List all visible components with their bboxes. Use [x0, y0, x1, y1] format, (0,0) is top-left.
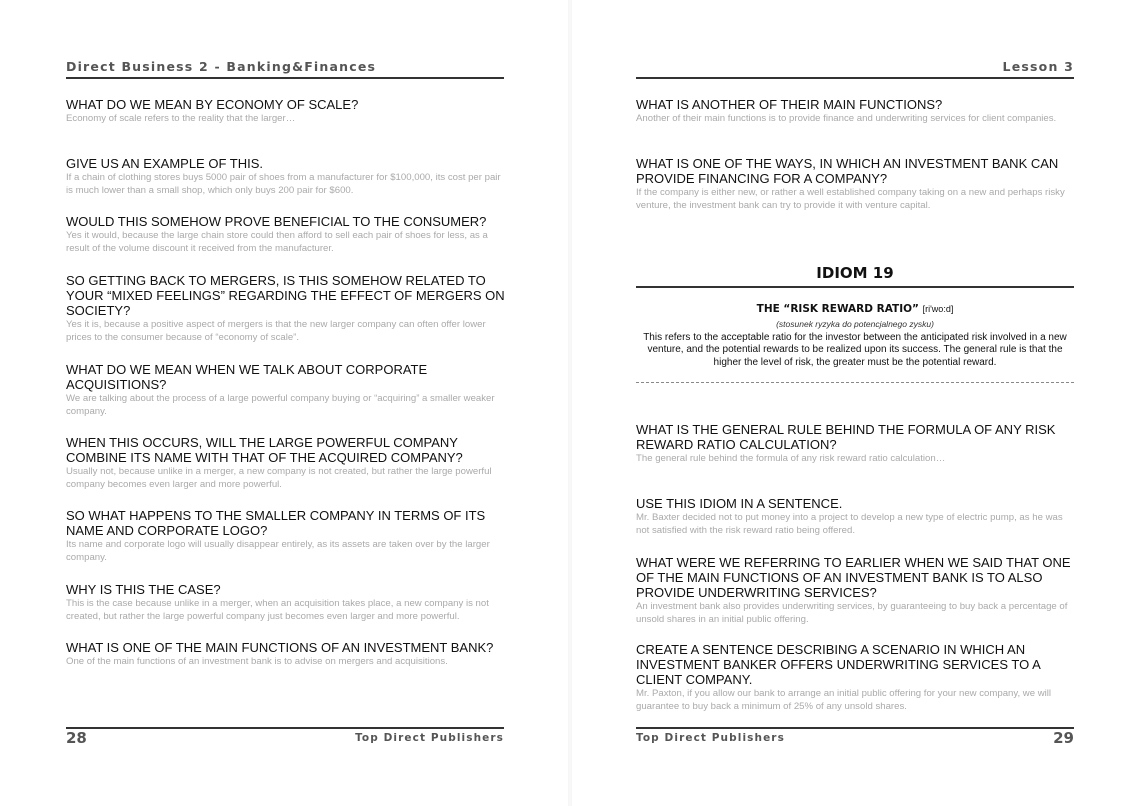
answer: Usually not, because unlike in a merger, a new company is not created, but rather the large powerful company becomes even larger and more powerful. — [66, 466, 492, 490]
right-running-header: Lesson 3 — [1002, 59, 1074, 74]
question: WHAT DO WE MEAN BY ECONOMY OF SCALE? — [66, 97, 359, 112]
idiom-definition: This refers to the acceptable ratio for the investor between the anticipated risk involved in a new venture, and the potential rewards to be realized upon its success. The general rule is that the higher the level of risk, the greater must be the potential reward. — [643, 332, 1067, 368]
question: WHAT DO WE MEAN WHEN WE TALK ABOUT CORPORATE ACQUISITIONS? — [66, 362, 428, 392]
answer: Another of their main functions is to provide finance and underwriting services for client companies. — [636, 113, 1057, 124]
right-footer-publisher: Top Direct Publishers — [636, 732, 785, 744]
question: WHAT IS THE GENERAL RULE BEHIND THE FORMULA OF ANY RISK REWARD RATIO CALCULATION? — [636, 422, 1056, 452]
qa-item — [66, 214, 506, 255]
qa-item — [66, 435, 506, 491]
question: SO WHAT HAPPENS TO THE SMALLER COMPANY IN TERMS OF ITS NAME AND CORPORATE LOGO? — [66, 508, 486, 538]
right-page-number: 29 — [1053, 729, 1074, 747]
answer: Yes it would, because the large chain store could then afford to sell each pair of shoes for less, as a result of the volume discount it received from the manufacturer. — [66, 230, 488, 254]
answer: If the company is either new, or rather a well established company taking on a new and perhaps risky venture, the investment bank can try to provide it with venture capital. — [636, 187, 1065, 211]
question: WHAT IS ONE OF THE WAYS, IN WHICH AN INVESTMENT BANK CAN PROVIDE FINANCING FOR A COMPANY? — [636, 156, 1059, 186]
question: WHY IS THIS THE CASE? — [66, 582, 221, 597]
question: WOULD THIS SOMEHOW PROVE BENEFICIAL TO THE CONSUMER? — [66, 214, 487, 229]
qa-item — [636, 156, 1076, 212]
idiom-phrase: THE “RISK REWARD RATIO” — [756, 303, 919, 315]
answer: We are talking about the process of a large powerful company buying or “acquiring” a smaller weaker company. — [66, 393, 495, 417]
qa-item — [66, 582, 506, 623]
qa-item — [636, 496, 1076, 537]
qa-item — [636, 97, 1076, 126]
page-gutter — [568, 0, 572, 806]
right-header-rule — [636, 77, 1074, 79]
question: SO GETTING BACK TO MERGERS, IS THIS SOMEHOW RELATED TO YOUR “MIXED FEELINGS” REGARDING THE EFFECT OF MERGERS ON SOCIETY? — [66, 273, 505, 318]
qa-item — [636, 422, 1076, 466]
qa-item — [66, 156, 506, 197]
left-running-header: Direct Business 2 - Banking&Finances — [66, 59, 377, 74]
question: USE THIS IDIOM IN A SENTENCE. — [636, 496, 843, 511]
question: WHEN THIS OCCURS, WILL THE LARGE POWERFUL COMPANY COMBINE ITS NAME WITH THAT OF THE ACQUIRED COMPANY? — [66, 435, 463, 465]
answer: Economy of scale refers to the reality that the larger… — [66, 113, 296, 124]
idiom-translation: (stosunek ryzyka do potencjalnego zysku) — [776, 319, 934, 329]
question: WHAT WERE WE REFERRING TO EARLIER WHEN WE SAID THAT ONE OF THE MAIN FUNCTIONS OF AN INVESTMENT BANK IS TO ALSO PROVIDE UNDERWRITING SERVICES? — [636, 555, 1071, 600]
answer: This is the case because unlike in a merger, when an acquisition takes place, a new company is not created, but rather the large powerful company just becomes even larger and more powerful. — [66, 598, 489, 622]
left-header-rule — [66, 77, 504, 79]
answer: An investment bank also provides underwriting services, by guaranteeing to buy back a percentage of unsold shares in an initial public offering. — [636, 601, 1068, 625]
answer: If a chain of clothing stores buys 5000 pair of shoes from a manufacturer for $100,000, its cost per pair is much lower than a small shop, which only buys 200 pair for $600. — [66, 172, 501, 196]
answer: The general rule behind the formula of any risk reward ratio calculation… — [636, 453, 946, 464]
qa-item — [66, 508, 506, 564]
right-footer-rule — [636, 727, 1074, 729]
left-footer-rule — [66, 727, 504, 729]
answer: One of the main functions of an investment bank is to advise on mergers and acquisitions. — [66, 656, 448, 667]
idiom-rule — [636, 286, 1074, 288]
idiom-title: IDIOM 19 — [816, 264, 894, 282]
question: WHAT IS ANOTHER OF THEIR MAIN FUNCTIONS? — [636, 97, 943, 112]
idiom-divider — [636, 382, 1074, 383]
answer: Its name and corporate logo will usually disappear entirely, as its assets are taken over by the larger company. — [66, 539, 490, 563]
left-page-number: 28 — [66, 729, 87, 747]
question: WHAT IS ONE OF THE MAIN FUNCTIONS OF AN INVESTMENT BANK? — [66, 640, 494, 655]
idiom-phrase-line — [636, 303, 1074, 315]
question: GIVE US AN EXAMPLE OF THIS. — [66, 156, 263, 171]
qa-item — [66, 640, 506, 669]
qa-item — [66, 273, 506, 344]
qa-item — [636, 642, 1076, 713]
answer: Mr. Baxter decided not to put money into a project to develop a new type of electric pump, as he was not satisfied with the risk reward ratio being offered. — [636, 512, 1063, 536]
left-footer-publisher: Top Direct Publishers — [355, 732, 504, 744]
qa-item — [66, 362, 506, 418]
question: CREATE A SENTENCE DESCRIBING A SCENARIO IN WHICH AN INVESTMENT BANKER OFFERS UNDERWRITING SERVICES TO A CLIENT COMPANY. — [636, 642, 1041, 687]
answer: Yes it is, because a positive aspect of mergers is that the new larger company can often offer lower prices to the consumer because of “economy of scale”. — [66, 319, 486, 343]
qa-item — [66, 97, 506, 126]
answer: Mr. Paxton, if you allow our bank to arrange an initial public offering for your new company, we will guarantee to buy back a minimum of 25% of any unsold shares. — [636, 688, 1052, 712]
qa-item — [636, 555, 1076, 626]
idiom-phonetic: [ri'wo:d] — [922, 304, 954, 314]
